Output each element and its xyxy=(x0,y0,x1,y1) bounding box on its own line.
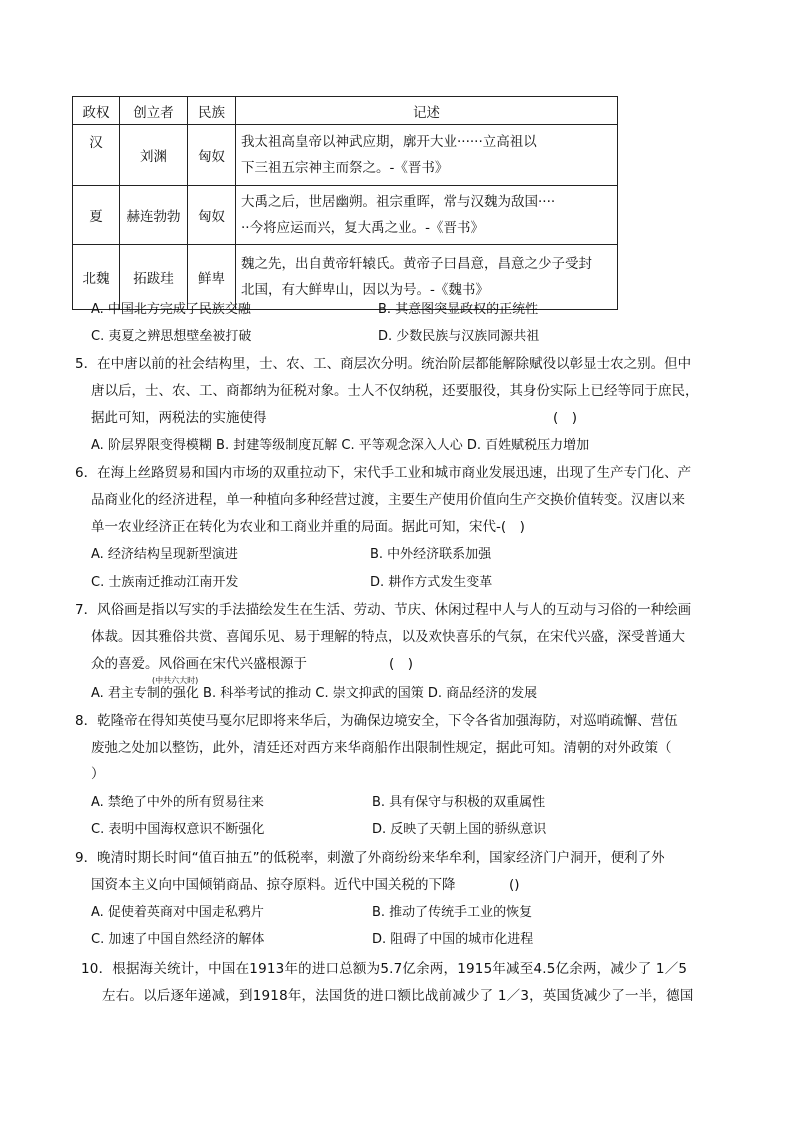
q6-stem-line: 6．在海上丝路贸易和国内市场的双重拉动下，宋代手工业和城市商业发展迅速，出现了生产专门化、产 xyxy=(75,465,692,481)
q6-stem-line: 单一农业经济正在转化为农业和工商业并重的局面。据此可知，宋代-( ) xyxy=(91,519,525,535)
cell-record xyxy=(236,125,618,186)
q9-option-c[interactable]: C. 加速了中国自然经济的解体 xyxy=(91,932,265,947)
q6-option-a[interactable]: A. 经济结构呈现新型演进 xyxy=(91,547,238,562)
record-line: 魏之先，出自黄帝轩辕氏。黄帝子曰昌意，昌意之少子受封 xyxy=(241,256,592,272)
record-line: 我太祖高皇帝以神武应期，廓开大业······立高祖以 xyxy=(241,134,537,150)
q10-stem-line: 10．根据海关统计，中国在1913年的进口总额为5.7亿余两，1915年减至4.5亿余两，减少了 1／5 xyxy=(81,961,688,977)
q9-answer-paren: () xyxy=(509,877,520,893)
q8-stem-line: ） xyxy=(91,766,105,782)
q4-option-a[interactable]: A. 中国北方完成了民族交融 xyxy=(91,302,251,317)
table-row xyxy=(73,186,618,245)
record-line: 北国，有大鲜卑山，因以为号。-《魏书》 xyxy=(241,282,489,298)
table-header-row xyxy=(73,97,618,125)
q5-stem-line: 据此可知，两税法的实施使得 xyxy=(91,410,267,426)
q9-stem-line: 9．晚清时期长时间“值百抽五”的低税率，刺激了外商纷纷来华牟利，国家经济门户洞开，便利了外 xyxy=(75,850,665,866)
q7-stem-line: 7．风俗画是指以写实的手法描绘发生在生活、劳动、节庆、休闲过程中人与人的互动与习俗的一种绘画 xyxy=(75,602,692,618)
record-line: ··今将应运而兴，复大禹之业。-《晋书》 xyxy=(241,220,484,236)
q5-options[interactable]: A. 阶层界限变得模糊 B. 封建等级制度瓦解 C. 平等观念深入人心 D. 百姓赋税压力增加 xyxy=(91,438,590,453)
q6-option-c[interactable]: C. 士族南迁推动江南开发 xyxy=(91,575,239,590)
q7-stem-line: 众的喜爱。风俗画在宋代兴盛根源于 xyxy=(91,656,307,672)
q5-stem-line: 唐以后，士、农、工、商都纳为征税对象。士人不仅纳税，还要服役，其身份实际上已经等同于庶民， xyxy=(91,383,699,399)
cell-regime: 汉 xyxy=(73,125,120,186)
q8-stem-line: 废弛之处加以整饬，此外，清廷还对西方来华商船作出限制性规定，据此可知。清朝的对外政策（ xyxy=(91,740,672,756)
q5-answer-paren: ( ) xyxy=(553,410,578,426)
header-regime: 政权 xyxy=(73,97,120,125)
q4-option-d[interactable]: D. 少数民族与汉族同源共祖 xyxy=(378,329,540,344)
cell-ethnic: 匈奴 xyxy=(188,186,236,245)
q8-option-b[interactable]: B. 具有保守与积极的双重属性 xyxy=(372,795,546,810)
cell-founder: 刘渊 xyxy=(120,125,188,186)
q6-option-d[interactable]: D. 耕作方式发生变革 xyxy=(370,575,493,590)
q7-answer-paren: ( ) xyxy=(389,656,414,672)
q9-stem-line: 国资本主义向中国倾销商品、掠夺原料。近代中国关税的下降 xyxy=(91,877,456,893)
q8-option-c[interactable]: C. 表明中国海权意识不断强化 xyxy=(91,822,265,837)
header-record: 记述 xyxy=(236,97,618,125)
cell-regime: 夏 xyxy=(73,186,120,245)
q9-option-b[interactable]: B. 推动了传统手工业的恢复 xyxy=(372,905,533,920)
cell-record xyxy=(236,186,618,245)
cell-founder: 赫连勃勃 xyxy=(120,186,188,245)
header-ethnic: 民族 xyxy=(188,97,236,125)
q4-option-c[interactable]: C. 夷夏之辨思想壁垒被打破 xyxy=(91,329,252,344)
regime-table xyxy=(72,96,618,310)
q9-option-d[interactable]: D. 阻碍了中国的城市化进程 xyxy=(372,932,534,947)
record-line: 大禹之后，世居幽朔。祖宗重晖，常与汉魏为敌国···· xyxy=(241,194,556,210)
q4-option-b[interactable]: B. 其意图突显政权的正统性 xyxy=(378,302,539,317)
q9-option-a[interactable]: A. 促使着英商对中国走私鸦片 xyxy=(91,905,264,920)
q8-option-a[interactable]: A. 禁绝了中外的所有贸易往来 xyxy=(91,795,264,810)
cell-regime: 北魏 xyxy=(73,245,120,310)
cell-ethnic: 匈奴 xyxy=(188,125,236,186)
table-row xyxy=(73,125,618,186)
q7-stem-line: 体裁。因其雅俗共赏、喜闻乐见、易于理解的特点，以及欢快喜乐的气氛，在宋代兴盛，深受普通大 xyxy=(91,629,685,645)
q7-options[interactable]: A. 君主专制的强化 B. 科举考试的推动 C. 崇文抑武的国策 D. 商品经济的发展 xyxy=(91,686,538,701)
q10-stem-line: 左右。以后逐年递减，到1918年，法国货的进口额比战前减少了 1／3，英国货减少了一半，德国 xyxy=(102,988,694,1004)
header-founder: 创立者 xyxy=(120,97,188,125)
record-line: 下三祖五宗神主而祭之。-《晋书》 xyxy=(241,160,449,176)
cell-ethnic: 鲜卑 xyxy=(188,245,236,310)
q5-stem-line: 5．在中唐以前的社会结构里，士、农、工、商层次分明。统治阶层都能解除赋役以彰显士农之别。但中 xyxy=(75,356,692,372)
q7-margin-note: (中共六大时) xyxy=(152,676,199,685)
q8-option-d[interactable]: D. 反映了天朝上国的骄纵意识 xyxy=(372,822,547,837)
q8-stem-line: 8．乾隆帝在得知英使马戛尔尼即将来华后，为确保边境安全，下令各省加强海防，对巡哨疏懈、营伍 xyxy=(75,713,678,729)
cell-founder: 拓跋珪 xyxy=(120,245,188,310)
q6-stem-line: 品商业化的经济进程，单一种植向多种经营过渡，主要生产使用价值向生产交换价值转变。汉唐以来 xyxy=(91,492,685,508)
q6-option-b[interactable]: B. 中外经济联系加强 xyxy=(370,547,492,562)
